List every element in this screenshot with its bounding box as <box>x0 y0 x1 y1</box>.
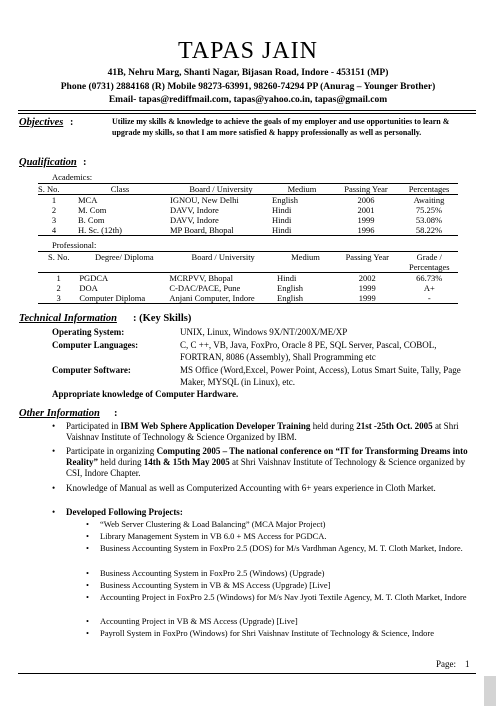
table-cell: 2 <box>56 283 61 293</box>
tech-label-os: Operating System: <box>52 327 125 337</box>
project-item: Business Accounting System in FoxPro 2.5 (Windows) (Upgrade) <box>100 568 325 578</box>
header-cell: Percentages <box>400 184 458 195</box>
list-item: Participate in organizing Computing 2005 – The national conference on “IT for Transforming Dreams into Reality” held during 14th & 15th May 2005 at Shri Vaishnav Institute of Technology & Science organized by CSI, Indore Chapter. <box>66 446 468 478</box>
email-line: Email- tapas@rediffmail.com, tapas@yahoo.co.in, tapas@gmail.com <box>108 95 388 105</box>
bullet-icon: • <box>86 543 89 553</box>
professional-table <box>38 251 458 304</box>
table-row <box>38 215 458 225</box>
table-cell: Computer Diploma <box>79 293 169 304</box>
table-cell: 2001 <box>357 205 375 215</box>
table-cell: 1999 <box>334 293 401 304</box>
table-cell: English <box>277 293 334 304</box>
project-item: Business Accounting System in FoxPro 2.5 (DOS) for M/s Vardhman Agency, M. T. Cloth Market, Indore. <box>100 543 463 553</box>
table-cell: 1999 <box>357 215 375 225</box>
tech-value-os: UNIX, Linux, Windows 9X/NT/200X/ME/XP <box>180 327 348 337</box>
tech-label-languages: Computer Languages: <box>52 340 139 350</box>
header-divider-thin <box>18 113 476 114</box>
bullet-icon: • <box>86 580 89 590</box>
other-info-colon: : <box>114 408 118 419</box>
table-cell: H. Sc. (12th) <box>70 225 170 236</box>
project-item: “Web Server Clustering & Load Balancing” (MCA Major Project) <box>100 519 326 529</box>
table-cell: 53.08% <box>415 215 443 225</box>
table-cell: 3 <box>38 293 79 304</box>
tech-value-software: MS Office (Word,Excel, Power Point, Access), Lotus Smart Suite, Tally, Page Maker, MYSQL (in Linux), etc. <box>180 365 461 387</box>
project-item: Accounting Project in VB & MS Access (Upgrade) [Live] <box>100 616 298 626</box>
table-row <box>38 225 458 236</box>
table-cell: Anjani Computer, Indore <box>169 293 277 304</box>
bullet-icon: • <box>86 628 89 638</box>
table-row <box>38 293 458 304</box>
table-cell: 58.22% <box>400 225 458 236</box>
bullet-icon: • <box>52 421 56 431</box>
table-cell: 1 <box>51 195 57 205</box>
objectives-heading: Objectives <box>19 117 64 128</box>
header-cell: S. No. <box>38 252 79 273</box>
table-cell: C-DAC/PACE, Pune <box>169 283 241 293</box>
hardware-knowledge: Appropriate knowledge of Computer Hardware. <box>52 389 239 399</box>
table-cell: MCA <box>78 195 98 205</box>
bullet-icon: • <box>86 519 89 529</box>
table-cell: 2006 <box>357 195 375 205</box>
header-cell: Grade / Percentages <box>401 252 458 273</box>
table-cell: 66.73% <box>416 273 443 283</box>
bullet-icon: • <box>52 483 56 493</box>
header-cell: Passing Year <box>332 184 400 195</box>
scrollbar[interactable] <box>484 676 496 706</box>
footer-divider <box>18 673 476 674</box>
table-cell: A+ <box>423 283 435 293</box>
technical-subheading: : (Key Skills) <box>133 313 192 324</box>
header-cell: Board / University <box>169 252 277 273</box>
table-header-row <box>38 184 458 195</box>
list-item: Developed Following Projects: <box>66 507 183 517</box>
table-cell: MCRPVV, Bhopal <box>169 273 233 283</box>
table-row <box>38 273 458 284</box>
tech-value-languages: C, C ++, VB, Java, FoxPro, Oracle 8 PE, SQL Server, Pascal, COBOL, FORTRAN, 8086 (Assembly), Shall Programming etc <box>180 340 437 362</box>
phone-line: Phone (0731) 2884168 (R) Mobile 98273-63991, 98260-74294 PP (Anurag – Younger Brother) <box>60 82 436 92</box>
table-cell: Hindi <box>272 215 292 225</box>
table-cell: MP Board, Bhopal <box>170 225 272 236</box>
table-cell: 75.25% <box>415 205 443 215</box>
table-cell: B. Com <box>78 215 105 225</box>
address-line: 41B, Nehru Marg, Shanti Nagar, Bijasan Road, Indore - 453151 (MP) <box>107 68 389 78</box>
table-cell: IGNOU, New Delhi <box>170 195 239 205</box>
table-row <box>38 195 458 206</box>
header-cell: Passing Year <box>334 252 401 273</box>
table-cell: English <box>272 195 298 205</box>
objectives-text: Utilize my skills & knowledge to achieve the goals of my employer and use opportunities to learn & upgrade my skills, so that I am more satisfied & happy professionally as well as personally. <box>112 117 450 137</box>
table-cell: M. Com <box>78 205 107 215</box>
qualification-heading: Qualification <box>19 157 77 168</box>
bullet-icon: • <box>86 531 89 541</box>
header-cell: Medium <box>272 184 332 195</box>
table-row <box>38 283 458 293</box>
header-cell: Board / University <box>170 184 272 195</box>
technical-heading: Technical Information <box>19 313 117 324</box>
objectives-colon: : <box>70 117 74 128</box>
table-cell: Hindi <box>277 273 297 283</box>
table-cell: 2002 <box>358 273 376 283</box>
project-item: Accounting Project in FoxPro 2.5 (Windows) for M/s Nav Jyoti Textile Agency, M. T. Cloth Market, Indore <box>100 592 467 602</box>
table-cell: Hindi <box>272 225 332 236</box>
table-cell: 2 <box>51 205 57 215</box>
page-number: Page: 1 <box>436 659 470 669</box>
bullet-icon: • <box>52 446 56 456</box>
table-cell: Hindi <box>272 205 292 215</box>
table-cell: DAVV, Indore <box>170 215 219 225</box>
tech-label-software: Computer Software: <box>52 365 131 375</box>
academics-table <box>38 183 458 236</box>
table-cell: DOA <box>79 283 98 293</box>
bullet-icon: • <box>86 568 89 578</box>
table-cell: - <box>401 293 458 304</box>
project-item: Library Management System in VB 6.0 + MS Access for PGDCA. <box>100 531 327 541</box>
professional-label: Professional: <box>52 240 97 250</box>
list-item: Participated in IBM Web Sphere Application Developer Training held during 21st -25th Oct. 2005 at Shri Vaishnav Institute of Technology & Science Organized by IBM. <box>66 421 459 442</box>
bullet-icon: • <box>86 616 89 626</box>
table-cell: 4 <box>38 225 70 236</box>
header-cell: Class <box>70 184 170 195</box>
table-cell: DAVV, Indore <box>170 205 219 215</box>
table-cell: Awaiting <box>413 195 445 205</box>
project-item: Business Accounting System in VB & MS Access (Upgrade) [Live] <box>100 580 331 590</box>
table-cell: 1996 <box>332 225 400 236</box>
bullet-icon: • <box>86 592 89 602</box>
table-cell: English <box>277 283 304 293</box>
table-cell: 1999 <box>358 283 376 293</box>
header-cell: Medium <box>277 252 334 273</box>
header-cell: Degree/ Diploma <box>79 252 169 273</box>
project-item: Payroll System in FoxPro (Windows) for Shri Vaishnav Institute of Technology & Science, Indore <box>100 628 434 638</box>
table-cell: 1 <box>56 273 61 283</box>
table-cell: 3 <box>51 215 57 225</box>
qualification-colon: : <box>83 157 87 168</box>
academics-label: Academics: <box>52 172 93 182</box>
table-cell: PGDCA <box>79 273 109 283</box>
list-item: Knowledge of Manual as well as Computerized Accounting with 6+ years experience in Cloth Market. <box>66 483 436 493</box>
table-row <box>38 205 458 215</box>
other-info-heading: Other Information <box>19 408 100 419</box>
candidate-name: TAPAS JAIN <box>178 38 318 64</box>
bullet-icon: • <box>52 507 56 517</box>
header-divider <box>18 110 476 111</box>
header-cell: S. No. <box>38 184 70 195</box>
table-header-row <box>38 252 458 273</box>
